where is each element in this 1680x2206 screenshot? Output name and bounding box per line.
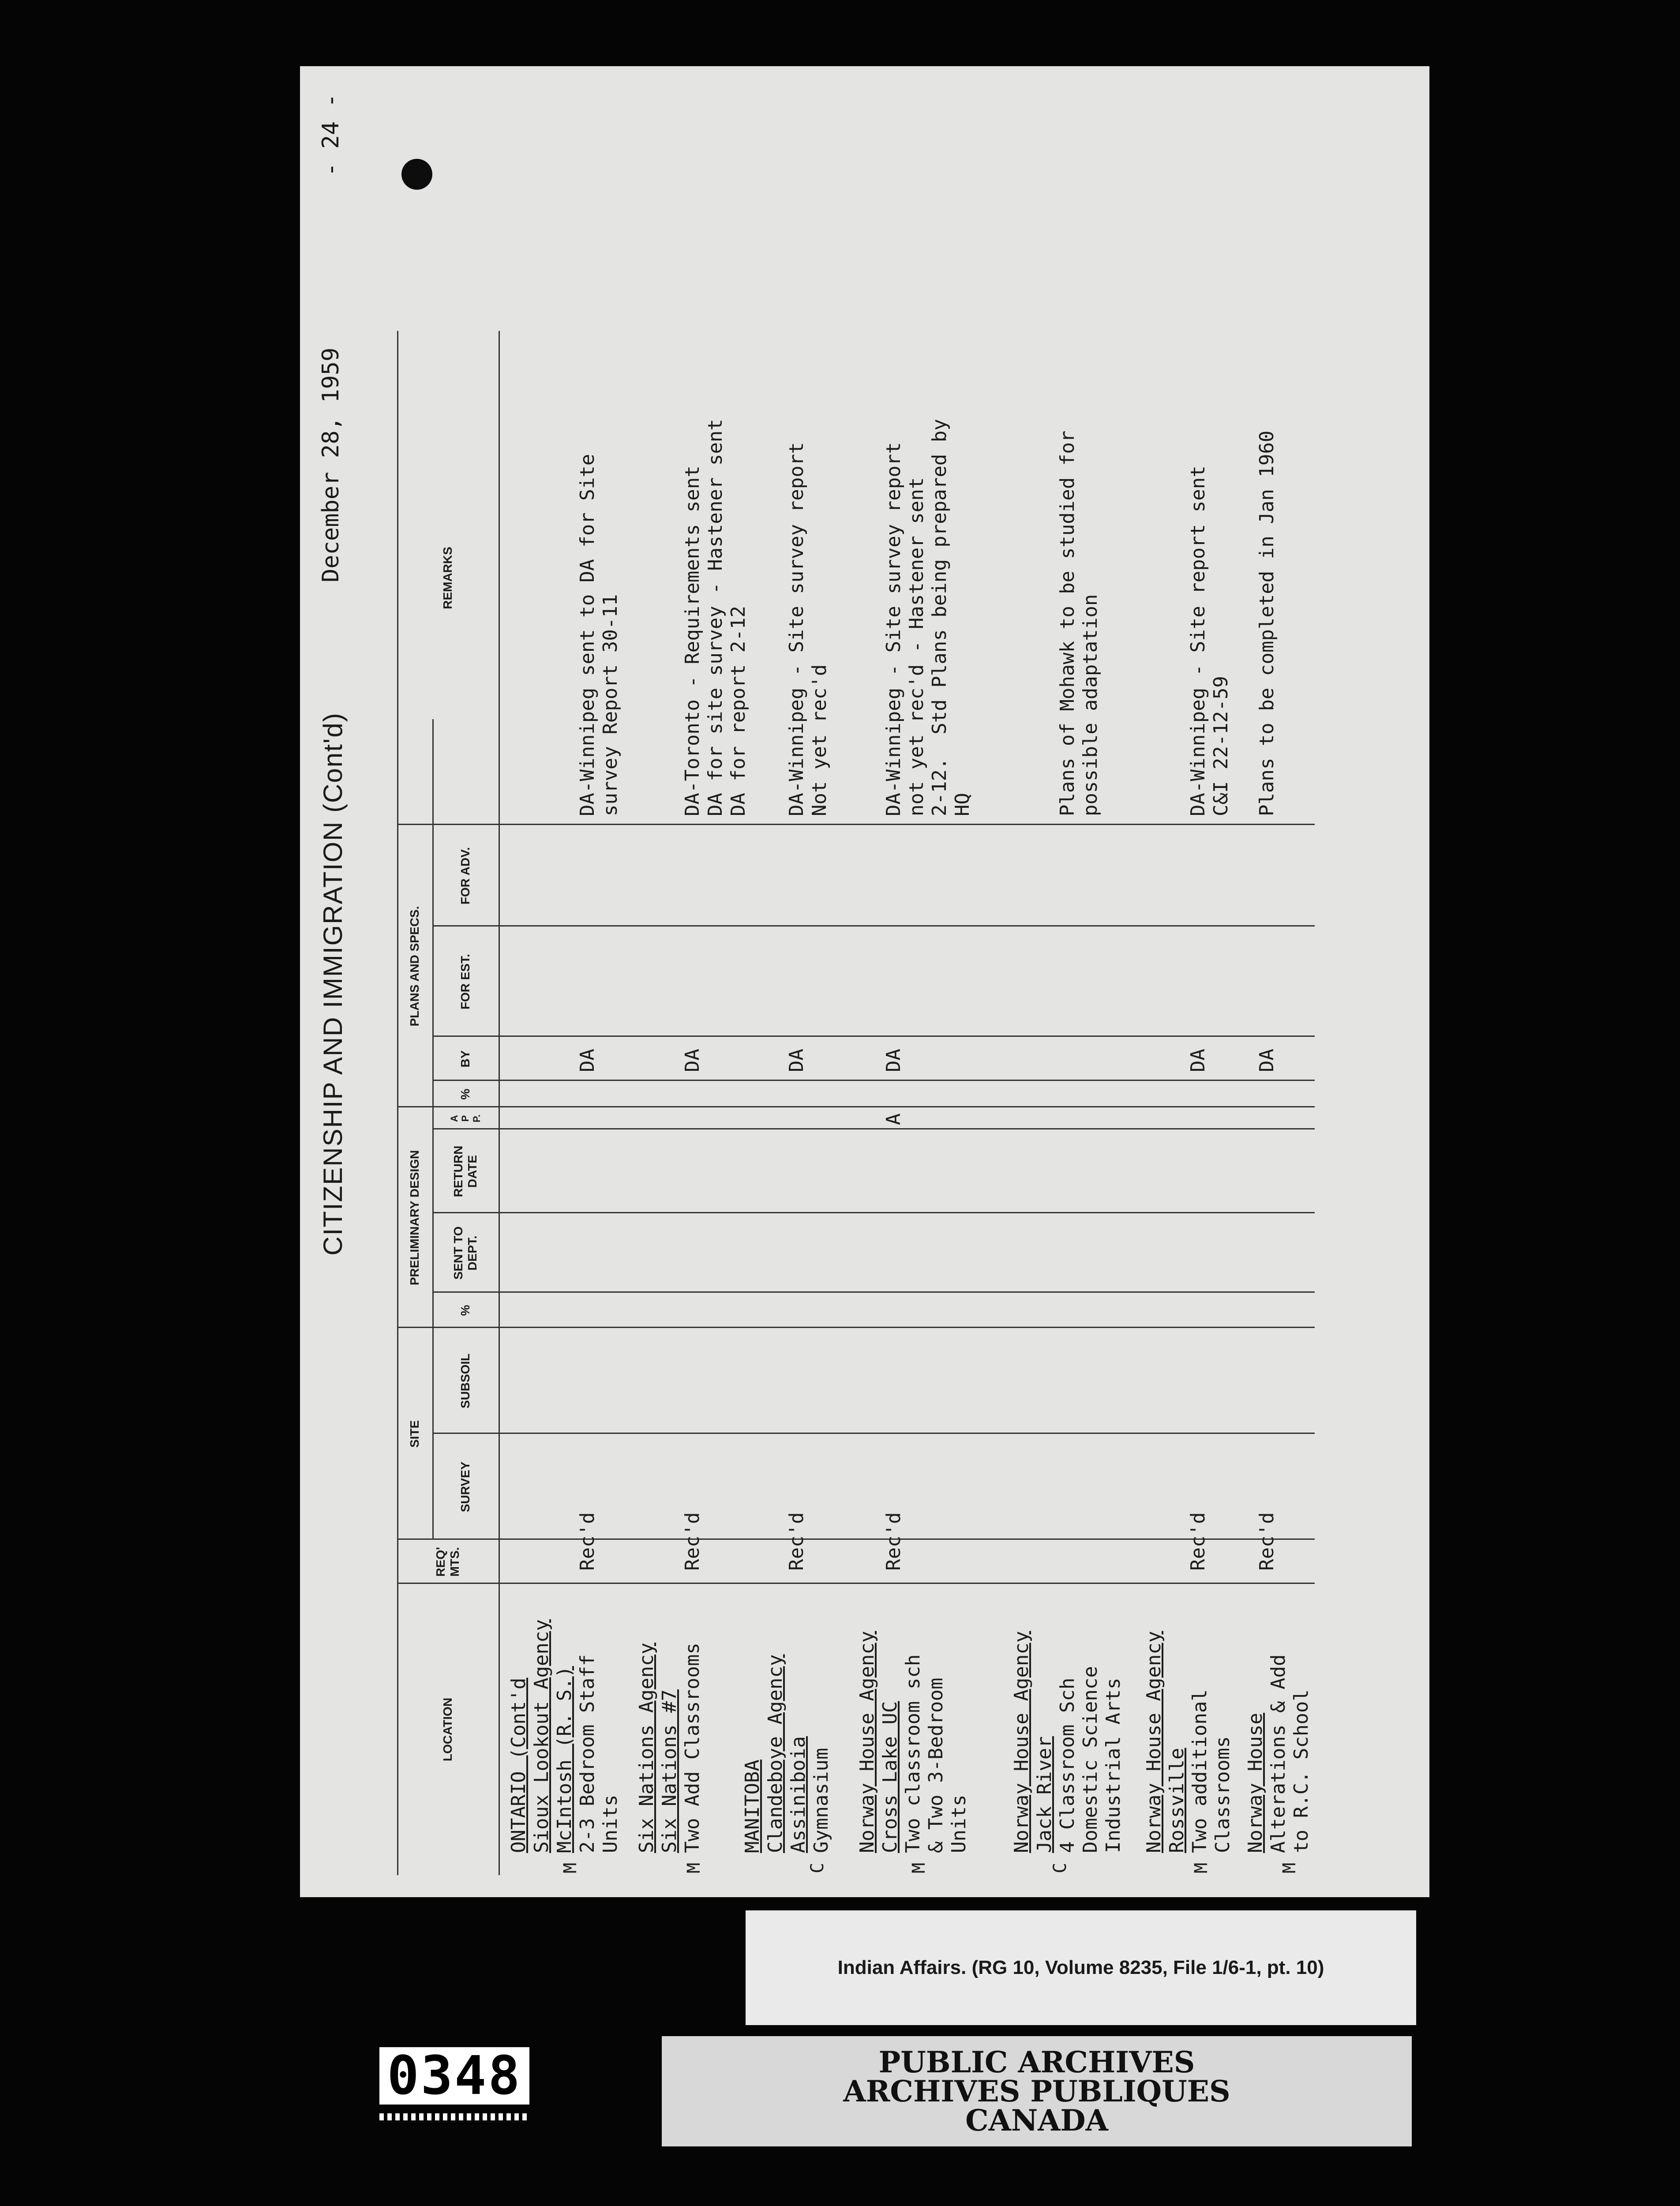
plans-by-value: DA — [785, 1049, 808, 1072]
location-detail: Two classroom sch & Two 3-Bedroom Units — [902, 1654, 970, 1853]
table-row — [1143, 331, 1234, 1875]
requirements-value: Rec'd — [576, 1512, 599, 1571]
row-mark: M — [560, 1862, 581, 1873]
rotated-form — [300, 66, 1429, 1897]
location-detail: Alterations & Add to R.C. School — [1267, 1654, 1312, 1853]
archives-stamp — [662, 2036, 1412, 2146]
stamp-line: CANADA — [965, 2103, 1108, 2138]
location-heading: Norway House Agency Cross Lake UC — [856, 1631, 901, 1853]
location-heading: Norway House Agency Rossville — [1143, 1631, 1188, 1853]
table-row — [635, 331, 750, 1875]
page-number: - 24 - — [318, 94, 344, 176]
approved-mark: A — [882, 1113, 905, 1125]
row-mark: C — [1050, 1862, 1070, 1873]
punch-hole — [401, 159, 432, 190]
location-detail: Gymnasium — [810, 1748, 832, 1853]
remarks-text: DA-Winnipeg - Site report sent C&I 22-12-59 — [1187, 465, 1232, 816]
film-sprocket-marks — [379, 2113, 529, 2120]
table-row — [1010, 331, 1125, 1875]
header-preliminary-group: PRELIMINARY DESIGN — [407, 1150, 421, 1286]
remarks-text: DA-Winnipeg - Site survey report Not yet rec'd — [785, 442, 831, 816]
table-row — [1244, 331, 1310, 1875]
row-mark: M — [909, 1862, 929, 1873]
location-detail: Two Add Classrooms — [681, 1643, 704, 1853]
location-detail: Two additional Classrooms — [1189, 1689, 1234, 1853]
header-plans-percent: % — [458, 1088, 472, 1100]
header-for-advertising: FOR ADV. — [458, 847, 472, 905]
location-heading: Norway House — [1244, 1713, 1267, 1853]
document-page — [300, 66, 1429, 1897]
header-site-group: SITE — [407, 1420, 421, 1448]
location-detail: 2-3 Bedroom Staff Units — [576, 1654, 622, 1853]
table-row — [856, 331, 984, 1875]
archive-citation-text: Indian Affairs. (RG 10, Volume 8235, File 1/6-1, pt. 10) — [837, 1957, 1324, 1978]
plans-by-value: DA — [1256, 1049, 1278, 1072]
microfilm-frame-number: 0348 — [379, 2047, 529, 2105]
archive-citation-label — [746, 1910, 1416, 2025]
remarks-text: Plans to be completed in Jan 1960 — [1256, 430, 1278, 816]
requirements-value: Rec'd — [882, 1512, 905, 1571]
header-return-date: RETURN DATE — [451, 1145, 479, 1197]
requirements-value: Rec'd — [785, 1512, 808, 1571]
remarks-text: DA-Toronto - Requirements sent DA for site survey - Hastener sent DA for report 2-12 — [681, 419, 750, 816]
table-row — [507, 331, 631, 1875]
requirements-value: Rec'd — [681, 1512, 704, 1571]
stamp-line: ARCHIVES PUBLIQUES — [843, 2074, 1230, 2108]
row-mark: M — [1279, 1862, 1300, 1873]
header-for-estimate: FOR EST. — [458, 954, 472, 1010]
header-sent-to-dept: SENT TO DEPT. — [451, 1226, 479, 1280]
plans-by-value: DA — [882, 1049, 905, 1072]
location-heading: Norway House Agency Jack River — [1010, 1631, 1056, 1853]
header-bottom-rule — [499, 331, 500, 1875]
page-date: December 28, 1959 — [318, 347, 344, 582]
header-by: BY — [458, 1050, 472, 1068]
header-requirements: REQ' MTS. — [433, 1547, 461, 1577]
header-plans-group: PLANS AND SPECS. — [407, 906, 421, 1027]
header-survey: SURVEY — [458, 1461, 472, 1512]
header-remarks: REMARKS — [440, 547, 454, 609]
location-heading: MANITOBA Clandeboye Agency Assiniboia — [741, 1654, 810, 1853]
location-detail: 4 Classroom Sch Domestic Science Industrial Arts — [1056, 1666, 1125, 1853]
page-title: CITIZENSHIP AND IMMIGRATION (Cont'd) — [318, 712, 348, 1256]
location-heading: ONTARIO (Cont'd Sioux Lookout Agency McIntosh (R. S.) — [507, 1619, 576, 1853]
header-location: LOCATION — [440, 1697, 454, 1762]
remarks-text: Plans of Mohawk to be studied for possible adaptation — [1056, 430, 1102, 816]
row-mark: M — [684, 1862, 704, 1873]
plans-by-value: DA — [681, 1049, 704, 1072]
stamp-line: PUBLIC ARCHIVES — [878, 2045, 1195, 2079]
header-subsoil: SUBSOIL — [458, 1353, 472, 1409]
table-row — [741, 331, 838, 1875]
header-prelim-percent: % — [458, 1305, 472, 1316]
requirements-value: Rec'd — [1256, 1512, 1278, 1571]
schedule-table — [397, 331, 1315, 1875]
remarks-text: DA-Winnipeg - Site survey report not yet rec'd - Hastener sent 2-12. Std Plans being prepared by HQ — [882, 419, 974, 816]
location-heading: Six Nations Agency Six Nations #7 — [635, 1643, 681, 1853]
requirements-value: Rec'd — [1187, 1512, 1209, 1571]
plans-by-value: DA — [1187, 1049, 1209, 1072]
plans-by-value: DA — [576, 1049, 599, 1072]
row-mark: C — [807, 1862, 828, 1873]
header-approved: A P P. — [449, 1114, 482, 1122]
row-mark: M — [1191, 1862, 1211, 1873]
remarks-text: DA-Winnipeg sent to DA for Site survey Report 30-11 — [576, 454, 622, 816]
